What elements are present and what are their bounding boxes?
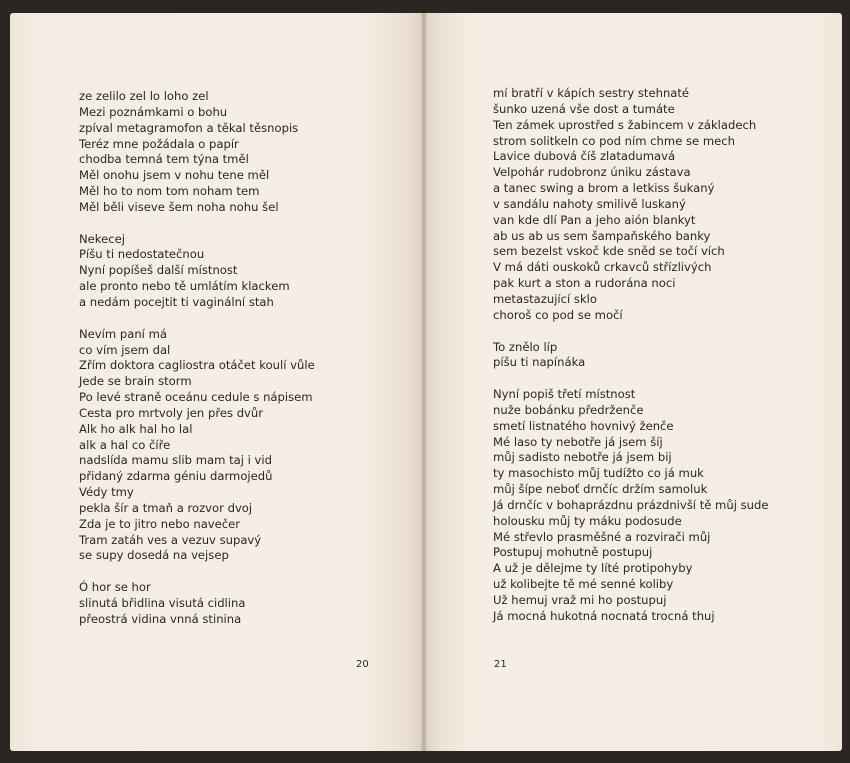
poem-line: se supy dosedá na vejsep bbox=[79, 548, 229, 563]
poem-line: Velpohár rudobronz úniku zástava bbox=[493, 165, 691, 180]
poem-line: smetí listnatého hovnivý ženče bbox=[493, 418, 674, 433]
poem-line: V má dáti ouskoků crkavců střízlivých bbox=[493, 260, 712, 275]
poem-line: Mé střevlo prasměšné a rozvirači můj bbox=[493, 529, 711, 544]
poem-line: pak kurt a ston a rudorána noci bbox=[493, 276, 676, 291]
page-number-right: 21 bbox=[494, 659, 507, 670]
poem-line: přidaný zdarma géniu darmojedů bbox=[79, 469, 273, 484]
poem-line: chodba temná tem týna tměl bbox=[79, 152, 249, 167]
poem-line: Mezi poznámkami o bohu bbox=[79, 104, 228, 119]
poem-line: Ten zámek uprostřed s žabincem v základech bbox=[493, 117, 757, 132]
stanza bbox=[493, 86, 769, 324]
poem-line: v sandálu nahoty smilivě luskaný bbox=[493, 196, 686, 211]
poem-line: Cesta pro mrtvoly jen přes dvůr bbox=[79, 405, 264, 420]
right-page-text bbox=[493, 86, 769, 625]
poem-line: ale pronto nebo tě umlátím klackem bbox=[79, 279, 290, 294]
poem-line: Nyní popíšeš další místnost bbox=[79, 263, 238, 278]
stanza bbox=[79, 89, 315, 216]
poem-line: přeostrá vidina vnná stinina bbox=[79, 611, 242, 626]
poem-line: metastazující sklo bbox=[493, 291, 597, 306]
poem-line: Nyní popiš třetí místnost bbox=[493, 387, 636, 402]
book-gutter bbox=[421, 13, 427, 751]
page-number-left: 20 bbox=[356, 659, 369, 670]
poem-line: alk a hal co číře bbox=[79, 437, 171, 452]
poem-line: holousku můj ty máku podosude bbox=[493, 513, 682, 528]
stanza bbox=[79, 232, 315, 311]
poem-line: choroš co pod se močí bbox=[493, 307, 623, 322]
poem-line: Ó hor se hor bbox=[79, 580, 151, 595]
poem-line: strom solitkeln co pod ním chme se mech bbox=[493, 133, 736, 148]
poem-line: Védy tmy bbox=[79, 485, 134, 500]
poem-line: Já mocná hukotná nocnatá trocná thuj bbox=[493, 608, 715, 623]
poem-line: Teréz mne požádala o papír bbox=[79, 136, 239, 151]
stanza bbox=[493, 387, 769, 625]
poem-line: co vím jsem dal bbox=[79, 342, 171, 357]
poem-line: Měl běli viseve šem noha nohu šel bbox=[79, 199, 279, 214]
poem-line: Já drnčíc v bohaprázdnu prázdnivší tě můj sude bbox=[493, 497, 769, 512]
poem-line: Mé laso ty nebotře já jsem šíj bbox=[493, 434, 663, 449]
poem-line: Po levé straně oceánu cedule s nápisem bbox=[79, 390, 313, 405]
poem-line: můj šípe neboť drnčíc držím samoluk bbox=[493, 482, 708, 497]
poem-line: zpíval metagramofon a těkal těsnopis bbox=[79, 120, 299, 135]
poem-line: ty masochisto můj tudížto co já muk bbox=[493, 466, 704, 481]
poem-line: Tram zatáh ves a vezuv supavý bbox=[79, 532, 262, 547]
poem-line: nadslída mamu slib mam taj i vid bbox=[79, 453, 272, 468]
poem-line: můj sadisto nebotře já jsem bij bbox=[493, 450, 672, 465]
poem-line: slinutá břidlina visutá cidlina bbox=[79, 596, 246, 610]
poem-line: Zřím doktora cagliostra otáčet koulí vůle bbox=[79, 358, 315, 373]
poem-line: Už hemuj vraž mi ho postupuj bbox=[493, 593, 667, 607]
poem-line: Nekecej bbox=[79, 231, 125, 246]
poem-line: Měl ho to nom tom noham tem bbox=[79, 184, 260, 199]
poem-line: Zda je to jitro nebo navečer bbox=[79, 516, 241, 531]
poem-line: a tanec swing a brom a letkiss šukaný bbox=[493, 181, 715, 196]
poem-line: ze zelilo zel lo loho zel bbox=[79, 89, 209, 103]
poem-line: sem bezelst vskoč kde sněd se točí vích bbox=[493, 244, 725, 259]
poem-line: šunko uzená vše dost a tumáte bbox=[493, 101, 675, 116]
poem-line: a nedám pocejtit ti vaginální stah bbox=[79, 294, 274, 309]
poem-line: píšu ti napínáka bbox=[493, 355, 586, 370]
poem-line: už kolibejte tě mé senné koliby bbox=[493, 577, 674, 592]
poem-line: A už je dělejme ty líté protipohyby bbox=[493, 561, 693, 576]
poem-line: Jede se brain storm bbox=[79, 374, 192, 389]
poem-line: ab us ab us sem šampaňského banky bbox=[493, 228, 711, 243]
stanza bbox=[493, 340, 769, 372]
stanza bbox=[79, 580, 315, 628]
poem-line: Píšu ti nedostatečnou bbox=[79, 247, 205, 262]
stanza bbox=[79, 327, 315, 565]
poem-line: mí bratří v kápích sestry stehnaté bbox=[493, 86, 690, 100]
poem-line: Alk ho alk hal ho lal bbox=[79, 421, 193, 436]
poem-line: Postupuj mohutně postupuj bbox=[493, 545, 653, 560]
poem-line: To znělo líp bbox=[493, 339, 558, 354]
poem-line: Nevím paní má bbox=[79, 326, 167, 341]
poem-line: Lavice dubová číš zlatadumavá bbox=[493, 149, 676, 164]
left-page-text bbox=[79, 89, 315, 628]
poem-line: pekla šír a tmaň a rozvor dvoj bbox=[79, 500, 253, 515]
poem-line: Měl onohu jsem v nohu tene měl bbox=[79, 168, 270, 183]
poem-line: van kde dlí Pan a jeho aión blankyt bbox=[493, 212, 696, 227]
poem-line: nuže bobánku předrženče bbox=[493, 402, 644, 417]
